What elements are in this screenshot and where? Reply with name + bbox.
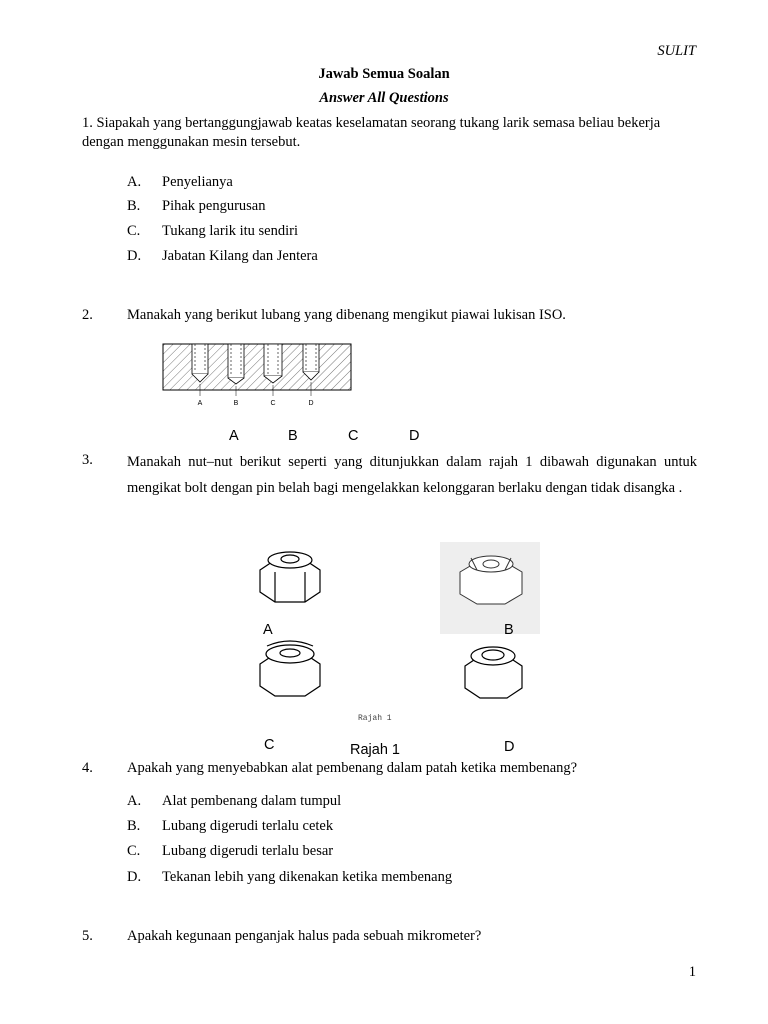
option-text: Lubang digerudi terlalu cetek xyxy=(162,818,334,834)
option-letter: C. xyxy=(127,843,141,859)
option-letter: A. xyxy=(127,793,142,809)
nut-c-image xyxy=(260,641,320,696)
figure-label: B xyxy=(233,400,239,407)
figure-caption: Rajah 1 xyxy=(350,742,400,758)
page-number: 1 xyxy=(688,964,696,980)
question-4-text: Apakah yang menyebabkan alat pembenang dalam patah ketika membenang? xyxy=(127,760,578,776)
option-text: Alat pembenang dalam tumpul xyxy=(162,793,342,809)
option-letter: D. xyxy=(127,869,142,885)
option-letter: D. xyxy=(127,248,142,264)
option-text: Penyelianya xyxy=(162,174,233,190)
question-3-number: 3. xyxy=(82,452,93,468)
question-5-number: 5. xyxy=(82,928,93,944)
nut-d-image xyxy=(465,647,522,698)
option-letter: C. xyxy=(127,223,141,239)
question-3-text: Manakah nut–nut berikut seperti yang ditunjukkan dalam rajah 1 dibawah digunakan untuk mengikat bolt dengan pin belah bagi mengelakkan kelonggaran berlaku dengan tidak disangka . xyxy=(127,454,697,496)
q2-answer-label-d: D xyxy=(409,428,420,444)
threaded-holes-drawing xyxy=(160,340,360,410)
page-title: Jawab Semua Soalan xyxy=(318,66,450,82)
question-2-text: Manakah yang berikut lubang yang dibenang mengikut piawai lukisan ISO. xyxy=(127,307,566,323)
option-letter: B. xyxy=(127,198,141,214)
nuts-figure xyxy=(245,542,540,727)
option-text: Tukang larik itu sendiri xyxy=(162,223,299,239)
option-text: Pihak pengurusan xyxy=(162,198,266,214)
page-subtitle: Answer All Questions xyxy=(319,90,449,106)
question-1-text: 1. Siapakah yang bertanggungjawab keatas keselamatan seorang tukang larik semasa beliau bekerja dengan menggunakan mesin tersebut. xyxy=(82,115,661,150)
option-text: Lubang digerudi terlalu besar xyxy=(162,843,334,859)
q3-label-b: B xyxy=(504,622,514,638)
question-4-number: 4. xyxy=(82,760,93,776)
question-5-text: Apakah kegunaan penganjak halus pada sebuah mikrometer? xyxy=(127,928,482,944)
nut-a-image xyxy=(260,552,320,602)
option-letter: A. xyxy=(127,174,142,190)
option-text: Tekanan lebih yang dikenakan ketika membenang xyxy=(162,869,453,885)
figure-label: A xyxy=(197,400,203,407)
option-text: Jabatan Kilang dan Jentera xyxy=(162,248,318,264)
q2-answer-label-b: B xyxy=(288,428,298,444)
option-letter: B. xyxy=(127,818,141,834)
q3-label-d: D xyxy=(504,739,515,755)
figure-label: C xyxy=(270,400,276,407)
q3-label-c: C xyxy=(264,737,275,753)
figure-caption-small: Rajah 1 xyxy=(358,714,392,723)
q2-answer-label-a: A xyxy=(229,428,239,444)
q2-answer-label-c: C xyxy=(348,428,359,444)
question-2-number: 2. xyxy=(82,307,93,323)
nut-b-image xyxy=(460,556,522,604)
figure-label: D xyxy=(308,400,314,407)
header-mark: SULIT xyxy=(657,43,696,59)
q3-label-a: A xyxy=(263,622,273,638)
